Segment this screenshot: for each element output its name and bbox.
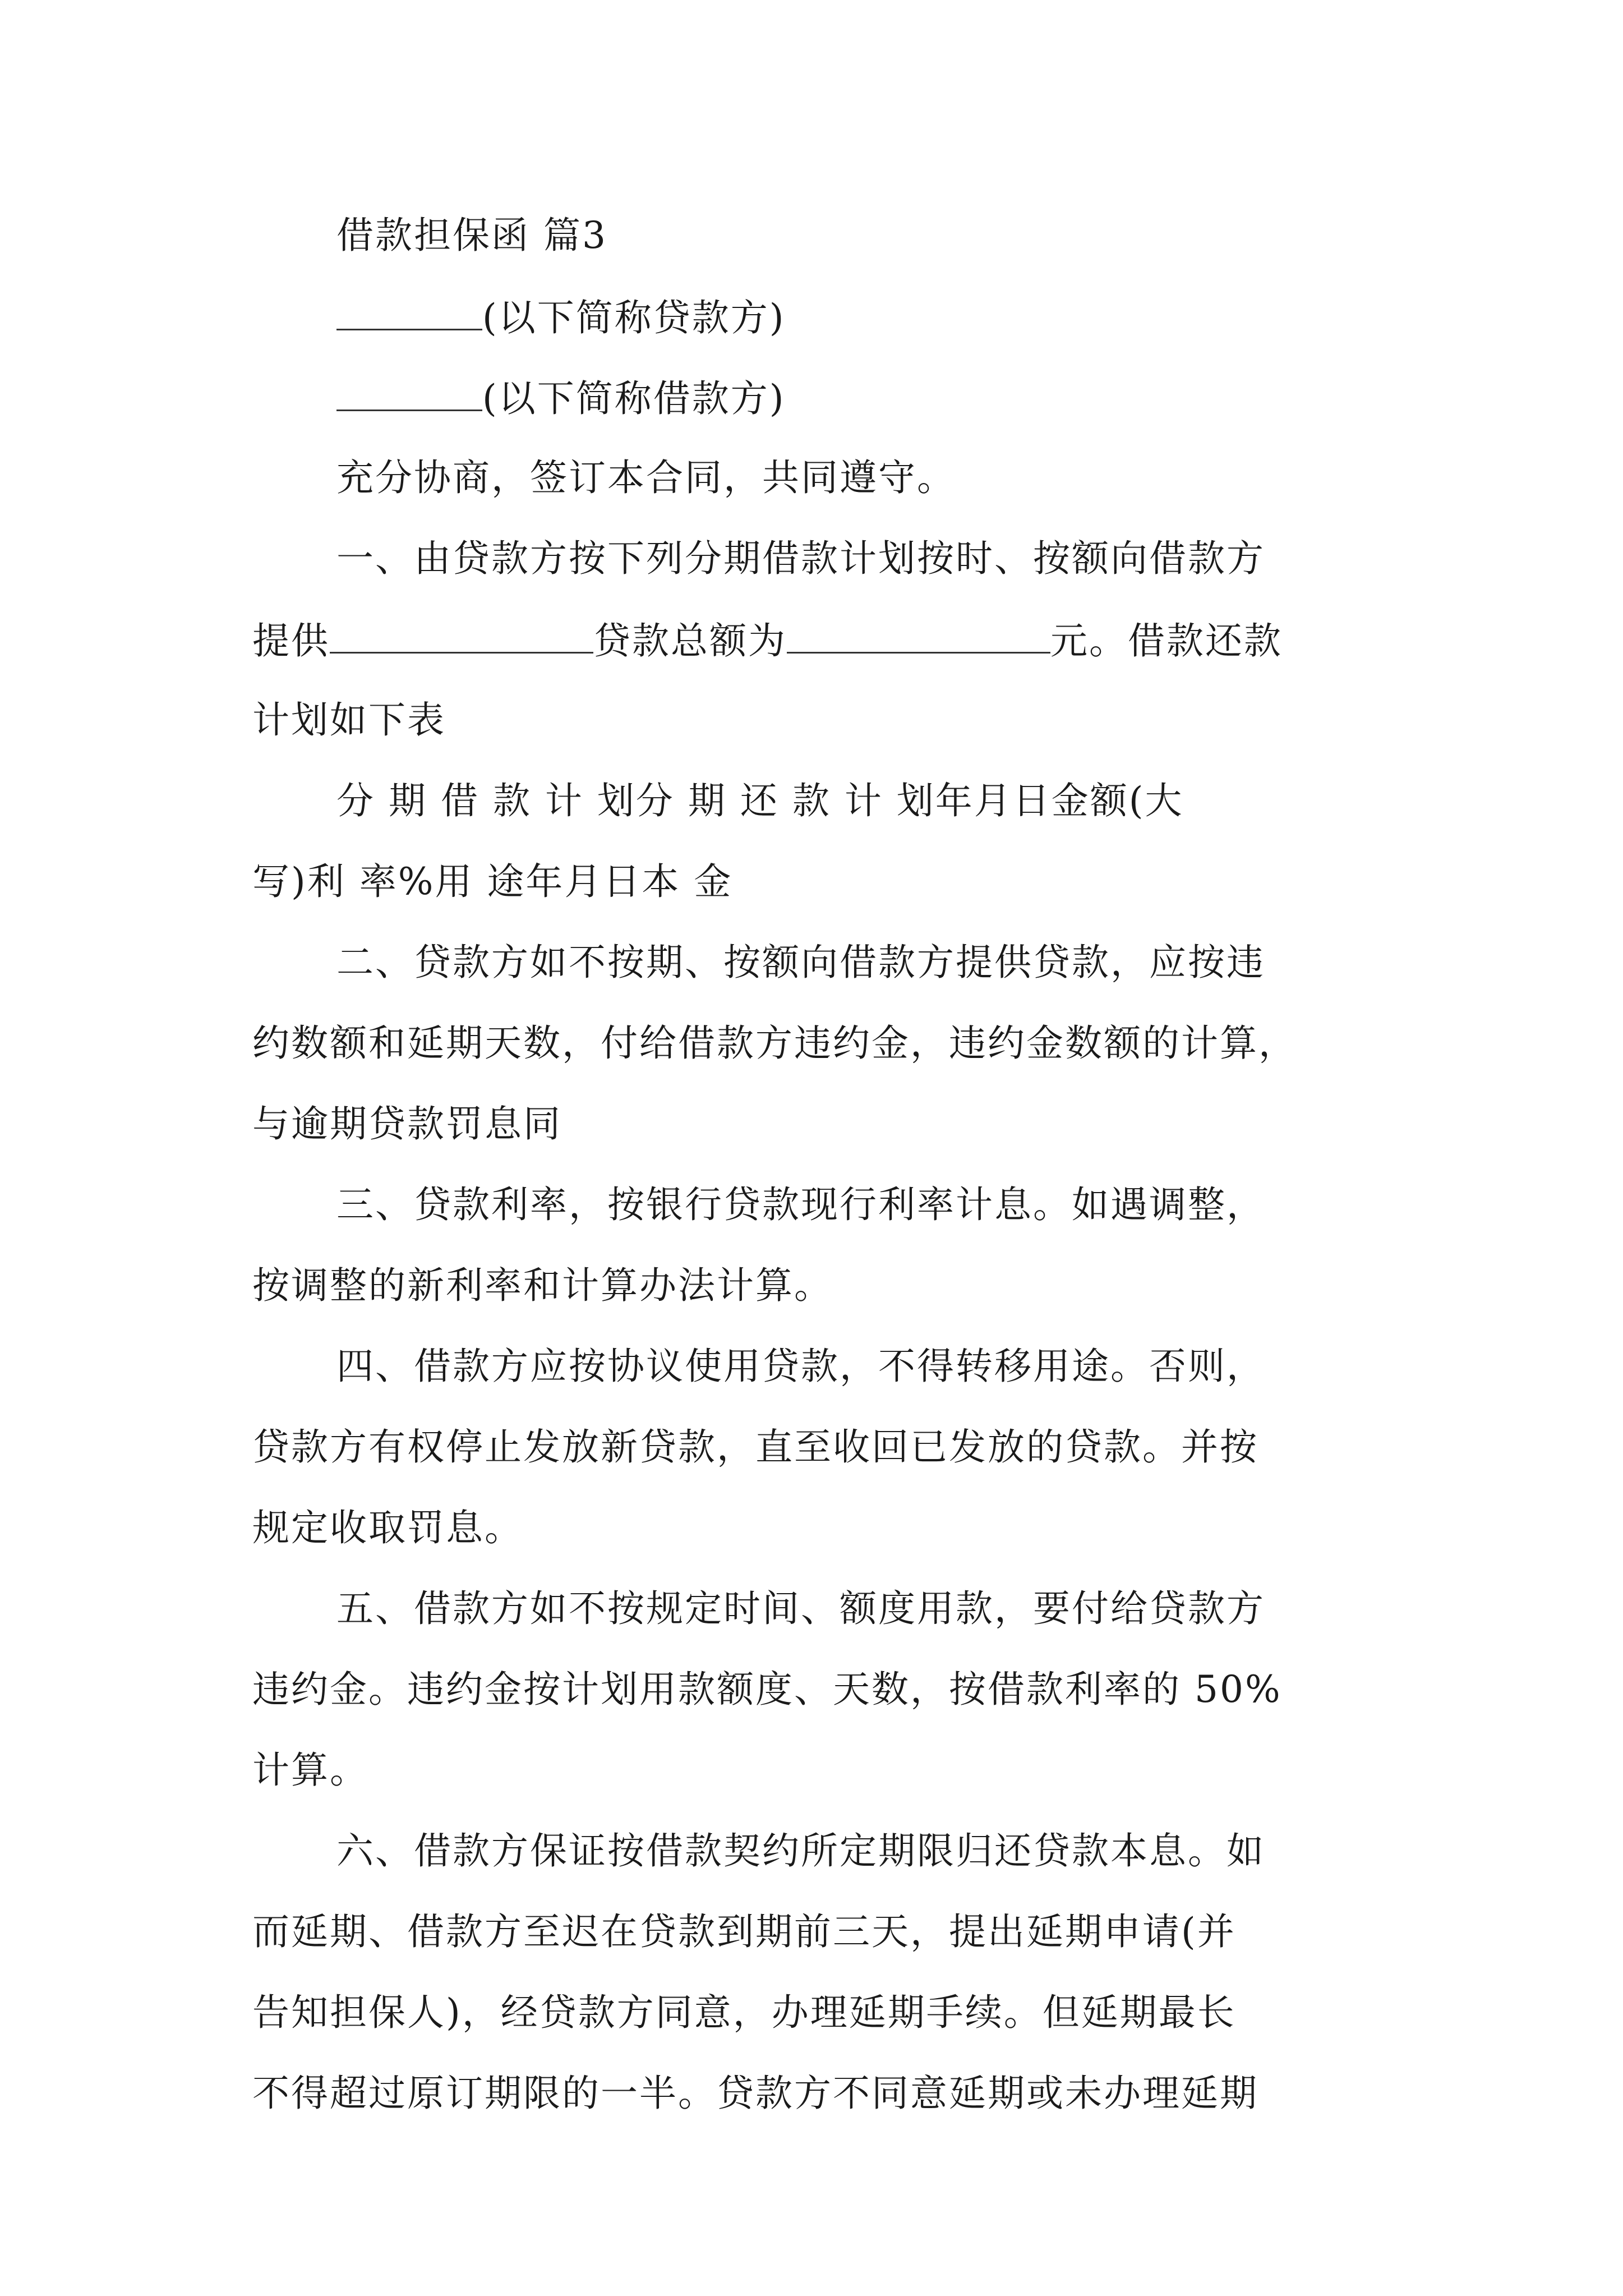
total-amount-blank <box>787 611 1050 654</box>
paragraph-text: 充分协商，签订本合同，共同遵守。 <box>336 456 956 499</box>
paragraph-text: 三、贷款利率，按银行贷款现行利率计息。如遇调整， <box>336 1183 1265 1226</box>
paragraph-text: 四、借款方应按协议使用贷款，不得转移用途。否则， <box>336 1345 1265 1388</box>
paragraph-line <box>252 1662 1380 1718</box>
paragraph-line <box>252 854 1380 910</box>
paragraph-text: 一、由贷款方按下列分期借款计划按时、按额向借款方 <box>336 537 1265 580</box>
paragraph-text: 提供 <box>252 619 330 662</box>
paragraph-line <box>252 1985 1380 2041</box>
paragraph-text: 规定收取罚息。 <box>252 1506 523 1549</box>
paragraph-text: 贷款总额为 <box>593 619 787 662</box>
paragraph-text: 计划如下表 <box>252 698 446 742</box>
paragraph-line <box>252 773 1380 829</box>
document-body <box>252 208 1380 2122</box>
paragraph-line <box>252 1823 1380 1879</box>
paragraph-line <box>252 531 1380 587</box>
borrower-line <box>252 369 1380 425</box>
paragraph-text: 与逾期贷款罚息同 <box>252 1102 562 1145</box>
lender-text: (以下简称贷款方) <box>482 296 786 339</box>
paragraph-text: 按调整的新利率和计算办法计算。 <box>252 1264 833 1307</box>
paragraph-text: 约数额和延期天数，付给借款方违约金，违约金数额的计算， <box>252 1022 1297 1065</box>
paragraph-text: 六、借款方保证按借款契约所定期限归还贷款本息。如 <box>336 1829 1265 1872</box>
lender-line <box>252 288 1380 344</box>
document-title <box>252 208 1380 264</box>
paragraph-text: 写)利 率%用 途年月日本 金 <box>252 860 733 903</box>
paragraph-text: 不得超过原订期限的一半。贷款方不同意延期或未办理延期 <box>252 2072 1258 2115</box>
paragraph-text: 贷款方有权停止发放新贷款，直至收回已发放的贷款。并按 <box>252 1425 1258 1469</box>
paragraph-line <box>252 1581 1380 1637</box>
paragraph-line <box>252 611 1380 668</box>
paragraph-text: 违约金。违约金按计划用款额度、天数，按借款利率的 50% <box>252 1668 1282 1711</box>
paragraph-line <box>252 1904 1380 1960</box>
borrower-blank <box>336 369 482 411</box>
title-text: 借款担保函 篇3 <box>336 214 607 257</box>
paragraph-text: 告知担保人)，经贷款方同意，办理延期手续。但延期最长 <box>252 1991 1236 2034</box>
paragraph-line <box>252 935 1380 991</box>
paragraph-line <box>252 1015 1380 1071</box>
paragraph-line <box>252 1258 1380 1314</box>
paragraph-line <box>252 1500 1380 1556</box>
paragraph-text: 五、借款方如不按规定时间、额度用款，要付给贷款方 <box>336 1587 1265 1630</box>
paragraph-line <box>252 692 1380 748</box>
paragraph-line <box>252 1742 1380 1798</box>
paragraph-text: 二、贷款方如不按期、按额向借款方提供贷款，应按违 <box>336 941 1265 984</box>
paragraph-line <box>252 1177 1380 1233</box>
loan-amount-blank <box>330 611 593 654</box>
paragraph-line <box>252 1096 1380 1152</box>
paragraph-text: 计算。 <box>252 1749 368 1792</box>
paragraph-text: 分 期 借 款 计 划分 期 还 款 计 划年月日金额(大 <box>336 779 1184 822</box>
borrower-text: (以下简称借款方) <box>482 377 786 420</box>
lender-blank <box>336 288 482 330</box>
paragraph-line <box>252 1338 1380 1395</box>
paragraph-text: 而延期、借款方至迟在贷款到期前三天，提出延期申请(并 <box>252 1910 1236 1953</box>
paragraph-line <box>252 1419 1380 1475</box>
paragraph-line <box>252 450 1380 506</box>
paragraph-text: 元。借款还款 <box>1050 619 1283 662</box>
paragraph-line <box>252 2065 1380 2122</box>
